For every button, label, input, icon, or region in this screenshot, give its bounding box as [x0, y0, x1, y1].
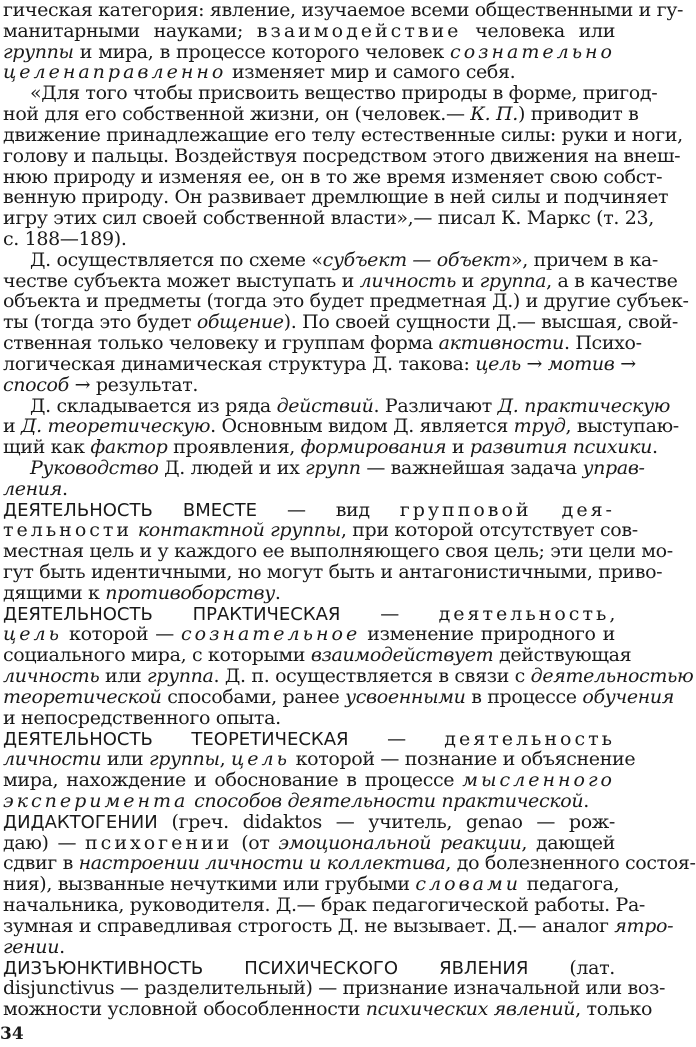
- text-run: .: [274, 581, 281, 604]
- italic-term: группа: [479, 269, 547, 292]
- text-run: способами, ранее: [161, 685, 346, 708]
- text-run: ной для его собственной жизни, он (человек.—: [3, 103, 471, 126]
- text-line: [3, 62, 615, 83]
- text-run: венную природу. Он развивает дремлющие в ней силы и подчиняет: [3, 186, 669, 209]
- italic-term: Д. теоретическую: [21, 415, 211, 438]
- text-run: голову и пальцы. Воздействуя посредством этого движения на внеш-: [3, 144, 681, 167]
- italic-term: труд: [513, 415, 566, 438]
- text-run: «Для того чтобы присвоить вещество природы в форме, пригод-: [30, 82, 658, 105]
- entry-heading: ДИЗЪЮНКТИВНОСТЬ ПСИХИЧЕСКОГО ЯВЛЕНИЯ: [3, 957, 529, 979]
- text-run: даю) —: [3, 831, 86, 854]
- text-line: [3, 914, 674, 937]
- spaced-emphasis: мысленного: [462, 769, 615, 792]
- text-run: которой —: [61, 623, 181, 646]
- text-line: [3, 685, 675, 708]
- text-run: логическая динамическая структура Д. такова:: [3, 352, 476, 375]
- text-run: и: [455, 269, 480, 292]
- text-run: — вид: [257, 498, 400, 521]
- text-run: гут быть идентичными, но могут быть и антагонистичными, приво-: [3, 561, 663, 584]
- text-run: . Д. п. осуществляется в связи с: [213, 665, 531, 688]
- text-run: можности условной обособленности: [3, 998, 366, 1021]
- text-run: ния), вызванные нечуткими или грубыми: [3, 873, 416, 896]
- text-run: .: [59, 935, 65, 958]
- text-run: ) приводит в: [517, 103, 639, 126]
- text-run: движение принадлежащие его телу естественные силы: руки и ноги,: [3, 123, 683, 146]
- text-run: .: [583, 790, 589, 813]
- text-run: или: [101, 748, 149, 771]
- text-run: изменяет мир и самого себя.: [226, 61, 516, 84]
- entry-heading: ДЕЯТЕЛЬНОСТЬ ТЕОРЕТИЧЕСКАЯ: [3, 728, 349, 750]
- text-line: [3, 998, 653, 1021]
- italic-term: личность: [359, 269, 456, 292]
- text-line: [3, 415, 679, 438]
- text-run: мира, нахождение и обоснование в процессе: [3, 769, 463, 792]
- italic-term: действий: [276, 394, 374, 417]
- text-run: . Различают: [373, 394, 498, 417]
- italic-term: контактной группы: [137, 519, 341, 542]
- text-line: [3, 873, 620, 896]
- italic-term: группы: [3, 40, 74, 63]
- text-line: [3, 644, 632, 667]
- text-line: [30, 456, 645, 479]
- spaced-emphasis: сознательно: [450, 40, 615, 63]
- text-run: манитарными науками;: [3, 19, 257, 42]
- italic-term: теоретической: [3, 685, 162, 708]
- italic-term: личности: [3, 748, 102, 771]
- spaced-emphasis: эксперимента: [3, 790, 189, 813]
- text-run: сдвиг в: [3, 852, 79, 875]
- text-line: [3, 123, 683, 146]
- text-run: с. 188—189).: [3, 227, 127, 250]
- italic-term: способ →: [3, 373, 91, 396]
- entry-heading: ДЕЯТЕЛЬНОСТЬ ВМЕСТЕ: [3, 499, 258, 521]
- text-run: Д. людей и их: [158, 456, 306, 479]
- italic-term: групп: [305, 456, 361, 479]
- page-number: 34: [0, 1024, 24, 1044]
- text-line: [3, 729, 615, 750]
- italic-term: группа: [147, 665, 214, 688]
- text-line: [3, 479, 615, 500]
- text-run: [532, 499, 562, 521]
- text-line: [3, 852, 696, 875]
- text-line: [3, 812, 615, 833]
- text-run: , только: [575, 998, 653, 1021]
- text-line: [3, 207, 654, 230]
- spaced-emphasis: сознательное: [181, 623, 361, 646]
- text-line: [3, 977, 666, 1000]
- text-run: и мира, в процессе которого человек: [73, 40, 451, 63]
- italic-term: обучения: [582, 685, 675, 708]
- text-run: —: [340, 602, 439, 625]
- text-line: [3, 352, 636, 375]
- text-run: — важнейшая задача: [360, 456, 583, 479]
- italic-term: усвоенными: [345, 685, 466, 708]
- text-line: [30, 248, 658, 271]
- text-run: гическая категория: явление, изучаемое всеми общественными и гу-: [3, 0, 684, 21]
- text-run: —: [348, 727, 445, 750]
- italic-term: К. П.: [470, 103, 518, 126]
- text-run: педагога,: [520, 873, 620, 896]
- entry-heading: ДИДАКТОГЕНИИ: [3, 811, 158, 833]
- italic-term: Руководство: [30, 456, 159, 479]
- text-run: нюю природу и изменяя ее, он в то же время изменяет свою собст-: [3, 165, 663, 188]
- spaced-emphasis: цель: [230, 748, 290, 771]
- text-line: [3, 290, 689, 313]
- text-run: и непосредственного опыта.: [3, 706, 281, 729]
- text-run: и: [3, 415, 22, 438]
- text-run: , до болезненного состоя-: [445, 852, 696, 875]
- italic-term: формирования: [300, 436, 447, 459]
- spaced-emphasis: цель: [3, 623, 62, 646]
- italic-term: развития психики: [469, 436, 652, 459]
- italic-term: деятельностью: [530, 665, 694, 688]
- text-run: , а в качестве: [546, 269, 678, 292]
- text-line: [3, 42, 615, 63]
- text-run: », причем в ка-: [510, 248, 658, 271]
- spaced-emphasis: словами: [415, 873, 521, 896]
- spaced-emphasis: взаимодействие: [256, 19, 462, 42]
- text-run: .: [651, 436, 658, 459]
- text-run: в процессе: [465, 685, 583, 708]
- text-run: начальника, руководителя. Д.— брак педагогической работы. Ра-: [3, 894, 645, 917]
- italic-term: способов деятельности практической: [194, 790, 584, 813]
- text-line: [3, 561, 663, 584]
- italic-term: ления: [3, 477, 62, 500]
- italic-term: общение: [196, 311, 284, 334]
- text-line: [3, 958, 615, 979]
- text-line: [3, 500, 615, 521]
- text-line: [3, 103, 639, 126]
- text-line: [3, 0, 684, 21]
- text-line: [30, 394, 670, 417]
- text-line: [3, 21, 615, 42]
- italic-term: ятро-: [614, 914, 674, 937]
- text-line: [3, 748, 636, 771]
- text-line: [30, 82, 658, 105]
- text-line: [3, 770, 615, 791]
- text-line: [3, 708, 615, 729]
- text-line: [3, 833, 615, 854]
- spaced-emphasis: деятельность: [444, 727, 615, 750]
- text-run: игру этих сил своей собственной власти»,— писал К. Маркс (т. 23,: [3, 207, 654, 230]
- italic-term: настроении личности и коллектива: [78, 852, 446, 875]
- text-run: честве субъекта может выступать и: [3, 269, 360, 292]
- text-line: [3, 144, 681, 167]
- italic-term: эмоциональной реакции: [278, 831, 522, 854]
- text-run: социального мира, с которыми: [3, 644, 311, 667]
- text-line: [3, 665, 694, 688]
- text-run: (лат.: [528, 956, 615, 979]
- text-run: , выступаю-: [565, 415, 679, 438]
- text-run: ). По своей сущности Д.— высшая, свой-: [283, 311, 678, 334]
- italic-term: взаимодействует: [310, 644, 494, 667]
- text-run: . Основным видом Д. является: [210, 415, 514, 438]
- text-run: или: [99, 665, 148, 688]
- italic-term: цель → мотив →: [475, 352, 636, 375]
- italic-term: субъект — объект: [322, 248, 511, 271]
- text-line: [3, 624, 615, 645]
- italic-term: Д. практическую: [497, 394, 670, 417]
- text-run: . Психо-: [563, 332, 642, 355]
- text-line: [3, 583, 615, 604]
- text-line: [3, 791, 615, 812]
- text-line: [3, 436, 658, 459]
- text-run: человека или: [461, 19, 616, 42]
- text-line: [3, 937, 615, 958]
- text-run: , дающей: [521, 831, 615, 854]
- italic-term: фактор: [90, 436, 168, 459]
- text-line: [3, 269, 678, 292]
- text-line: [3, 186, 669, 209]
- text-run: , при которой отсутствует сов-: [340, 519, 638, 542]
- text-run: .: [61, 477, 68, 500]
- italic-term: противоборству: [105, 581, 275, 604]
- spaced-emphasis: целенаправленно: [3, 61, 227, 84]
- italic-term: управ-: [582, 456, 645, 479]
- text-run: результат.: [90, 373, 199, 396]
- text-run: ,: [609, 602, 616, 625]
- italic-term: личность: [3, 665, 100, 688]
- text-run: зумная и справедливая строгость Д. не вызывает. Д.— аналог: [3, 914, 615, 937]
- text-run: Д. складывается из ряда: [30, 394, 277, 417]
- text-run: disjunctivus — разделительный) — признание изначальной или воз-: [3, 977, 666, 1000]
- text-run: объекта и предметы (тогда это будет предметная Д.) и другие субъек-: [3, 290, 689, 313]
- text-run: ,: [219, 748, 231, 771]
- text-line: [3, 332, 642, 355]
- text-line: [3, 229, 615, 250]
- spaced-emphasis: групповой: [399, 498, 532, 521]
- text-run: (от: [232, 831, 279, 854]
- text-run: (греч. didaktos — учитель, genao — рож-: [157, 810, 615, 833]
- italic-term: гении: [3, 935, 60, 958]
- text-run: местная цель и у каждого ее выполняющего своя цель; эти цели мо-: [3, 540, 673, 563]
- text-line: [3, 894, 645, 917]
- text-run: изменение природного и: [360, 623, 615, 646]
- spaced-emphasis: деятельность: [438, 602, 610, 625]
- spaced-emphasis: дея-: [561, 498, 615, 521]
- spaced-emphasis: тельности: [3, 519, 133, 542]
- text-run: Д. осуществляется по схеме «: [30, 248, 323, 271]
- text-line: [3, 604, 615, 625]
- text-line: [3, 540, 673, 563]
- text-run: проявления,: [167, 436, 301, 459]
- text-line: [3, 165, 663, 188]
- text-run: дящими к: [3, 581, 106, 604]
- italic-term: психических явлений: [365, 998, 576, 1021]
- text-run: ственная только человеку и группам форма: [3, 332, 439, 355]
- text-run: и: [446, 436, 470, 459]
- italic-term: группы: [148, 748, 220, 771]
- text-line: [3, 519, 638, 542]
- text-run: ты (тогда это будет: [3, 311, 197, 334]
- text-run: щий как: [3, 436, 91, 459]
- text-run: действующая: [493, 644, 632, 667]
- text-line: [3, 375, 615, 396]
- entry-heading: ДЕЯТЕЛЬНОСТЬ ПРАКТИЧЕСКАЯ: [3, 603, 341, 625]
- text-line: [3, 311, 678, 334]
- text-run: которой — познание и объяснение: [289, 748, 636, 771]
- italic-term: активности: [438, 332, 564, 355]
- spaced-emphasis: психогении: [85, 831, 233, 854]
